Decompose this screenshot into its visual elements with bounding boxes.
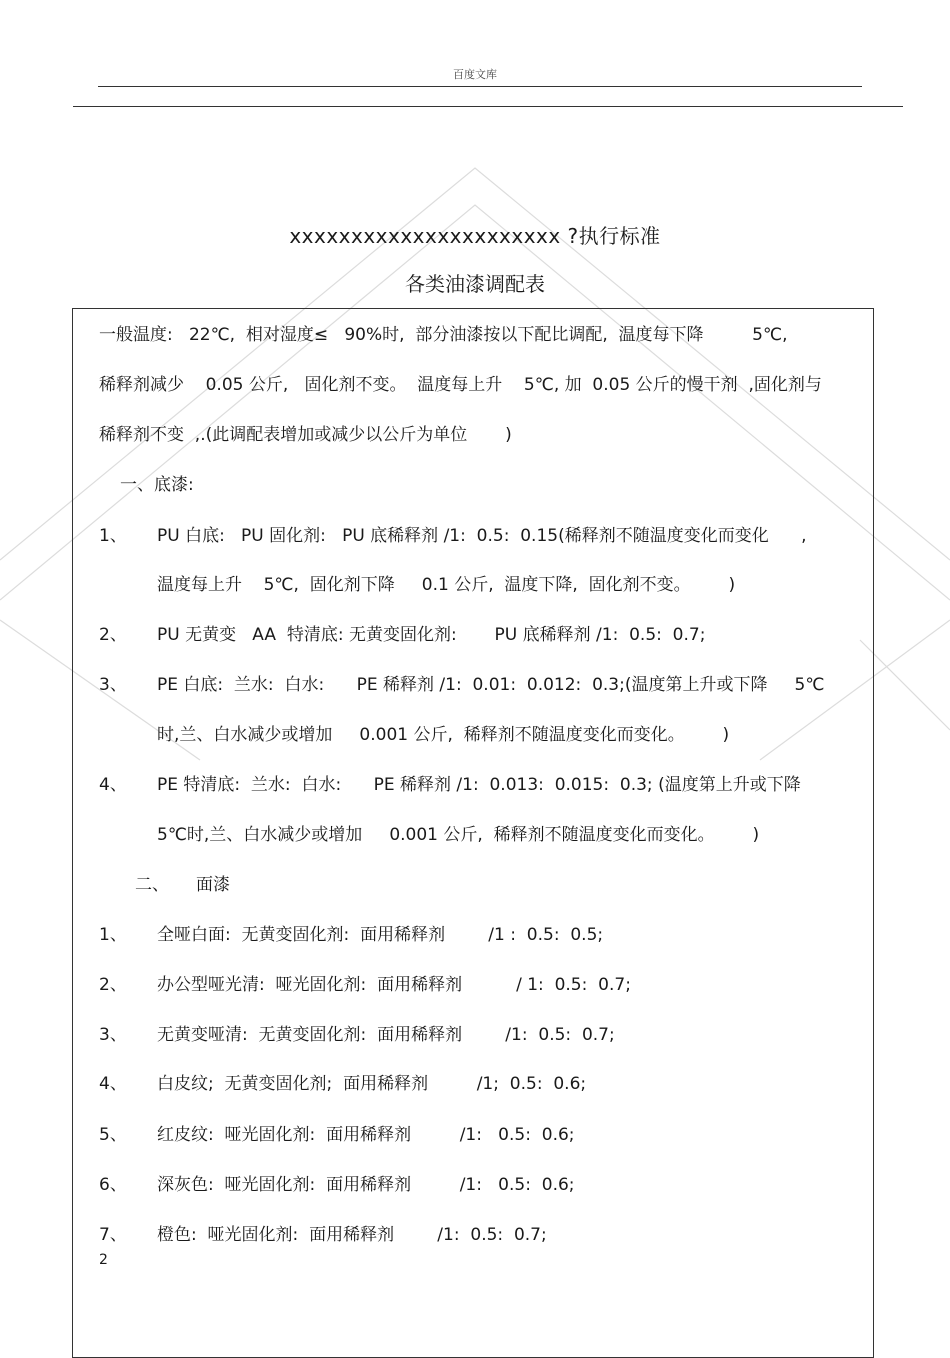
list-item-text: PE 白底: 兰水: 白水: PE 稀释剂 /1: 0.01: 0.012: 0.3;(温度第上升或下降 5℃ (157, 675, 825, 695)
list-item-text: 白皮纹; 无黄变固化剂; 面用稀释剂 /1; 0.5: 0.6; (157, 1074, 587, 1094)
document-title: xxxxxxxxxxxxxxxxxxxxxx ?执行标准 (289, 224, 661, 248)
list-item-text-cont: 温度每上升 5℃, 固化剂下降 0.1 公斤, 温度下降, 固化剂不变。 ) (157, 575, 736, 595)
list-item-number: 2、 (99, 975, 127, 995)
list-item-text: PU 白底: PU 固化剂: PU 底稀释剂 /1: 0.5: 0.15(稀释剂不随温度变化而变化 , (157, 526, 807, 546)
list-item-text: PU 无黄变 AA 特清底: 无黄变固化剂: PU 底稀释剂 /1: 0.5: 0.7; (157, 625, 706, 645)
list-item-text: 红皮纹: 哑光固化剂: 面用稀释剂 /1: 0.5: 0.6; (157, 1125, 575, 1145)
header-rule (98, 86, 862, 87)
header-rule-2 (73, 106, 903, 107)
list-item-text: PE 特清底: 兰水: 白水: PE 稀释剂 /1: 0.013: 0.015: 0.3; (温度第上升或下降 (157, 775, 801, 795)
page-number: 2 (99, 1252, 108, 1268)
list-item-text-cont: 5℃时,兰、白水减少或增加 0.001 公斤, 稀释剂不随温度变化而变化。 ) (157, 825, 760, 845)
list-item-number: 7、 (99, 1225, 127, 1245)
list-item-number: 2、 (99, 625, 127, 645)
list-item-text-cont: 时,兰、白水减少或增加 0.001 公斤, 稀释剂不随温度变化而变化。 ) (157, 725, 730, 745)
list-item-number: 4、 (99, 775, 127, 795)
list-item-text: 全哑白面: 无黄变固化剂: 面用稀释剂 /1 : 0.5: 0.5; (157, 925, 604, 945)
list-item-number: 4、 (99, 1074, 127, 1094)
section2-heading: 二、 面漆 (135, 875, 231, 895)
list-item-text: 无黄变哑清: 无黄变固化剂: 面用稀释剂 /1: 0.5: 0.7; (157, 1025, 615, 1045)
list-item-text: 办公型哑光清: 哑光固化剂: 面用稀释剂 / 1: 0.5: 0.7; (157, 975, 631, 995)
list-item-text: 深灰色: 哑光固化剂: 面用稀释剂 /1: 0.5: 0.6; (157, 1175, 575, 1195)
intro-line-2: 稀释剂减少 0.05 公斤, 固化剂不变。 温度每上升 5℃, 加 0.05 公斤的慢干剂 ,固化剂与 (99, 375, 822, 395)
list-item-text: 橙色: 哑光固化剂: 面用稀释剂 /1: 0.5: 0.7; (157, 1225, 547, 1245)
list-item-number: 6、 (99, 1175, 127, 1195)
header-label: 百度文库 (453, 68, 497, 81)
list-item-number: 3、 (99, 1025, 127, 1045)
document-subtitle: 各类油漆调配表 (405, 272, 545, 296)
list-item-number: 1、 (99, 526, 127, 546)
list-item-number: 1、 (99, 925, 127, 945)
list-item-number: 5、 (99, 1125, 127, 1145)
list-item-number: 3、 (99, 675, 127, 695)
intro-line-1: 一般温度: 22℃, 相对湿度≤ 90%时, 部分油漆按以下配比调配, 温度每下降 5℃, (99, 325, 788, 345)
section1-heading: 一、底漆: (120, 475, 194, 495)
intro-line-3: 稀释剂不变 ,.(此调配表增加或减少以公斤为单位 ) (99, 425, 512, 445)
